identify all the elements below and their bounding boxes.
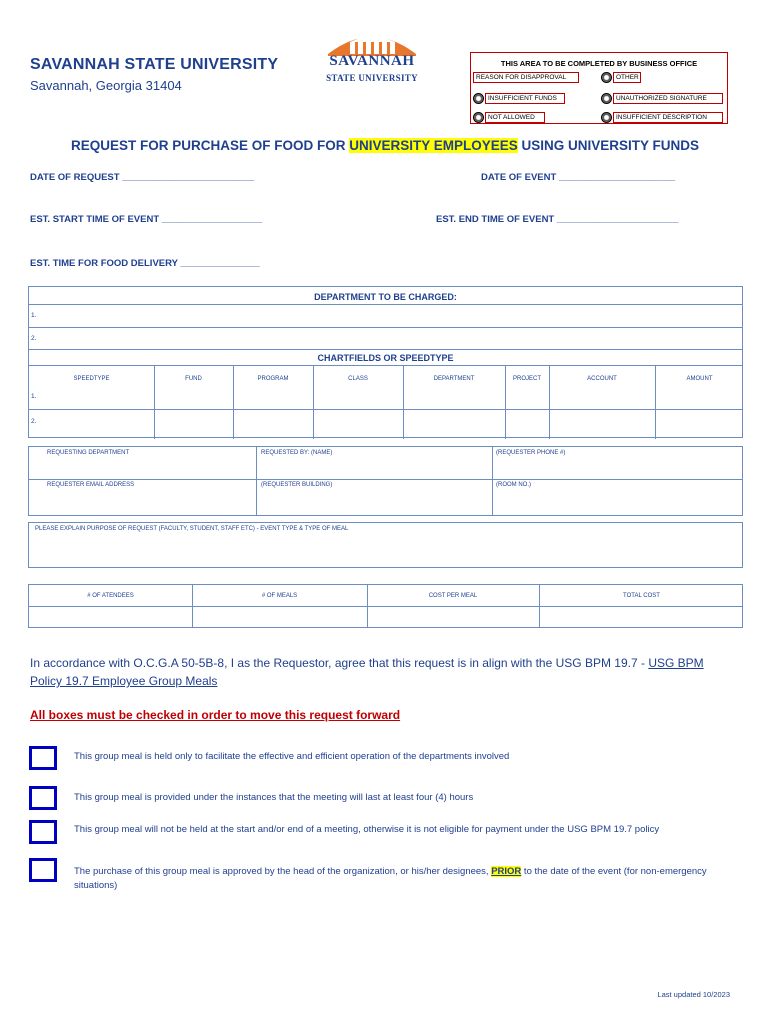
- room-number-label: (ROOM NO.): [496, 482, 531, 488]
- requester-info-table: [28, 446, 743, 516]
- requesting-department-label: REQUESTING DEPARTMENT: [47, 450, 130, 456]
- not-allowed-radio[interactable]: [473, 112, 484, 123]
- accordance-statement: [30, 654, 730, 690]
- col-total-cost: TOTAL COST: [623, 593, 660, 599]
- col-cost-per-meal: COST PER MEAL: [428, 593, 478, 599]
- prior-highlight: PRIOR: [491, 866, 522, 877]
- requester-email-label: REQUESTER EMAIL ADDRESS: [47, 482, 135, 488]
- check-text-four-hours: This group meal is provided under the instances that the meeting will last at least four (4) hours: [74, 792, 474, 803]
- form-title-highlight: UNIVERSITY EMPLOYEES: [349, 138, 518, 153]
- insufficient-funds-label: INSUFFICIENT FUNDS: [485, 93, 565, 104]
- requester-building-label: (REQUESTER BUILDING): [261, 482, 333, 488]
- not-allowed-label: NOT ALLOWED: [485, 112, 545, 123]
- col-account: ACCOUNT: [587, 376, 617, 382]
- usg-bpm-policy-link[interactable]: USG BPM Policy 19.7 Employee Group Meals: [30, 656, 704, 688]
- logo-wordmark: SAVANNAH: [329, 53, 415, 69]
- end-time-field[interactable]: EST. END TIME OF EVENT _______________________: [436, 214, 679, 225]
- requested-by-label: REQUESTED BY: (NAME): [261, 450, 333, 456]
- col-attendees: # OF ATENDEES: [87, 593, 134, 599]
- checkbox-approved-prior[interactable]: [29, 858, 57, 882]
- col-department: DEPARTMENT: [433, 376, 475, 382]
- check-text-not-start-end: This group meal will not be held at the start and/or end of a meeting, otherwise it is not eligible for payment under the USG BPM 19.7 policy: [74, 824, 660, 835]
- checkbox-four-hours[interactable]: [29, 786, 57, 810]
- form-title-end: USING UNIVERSITY FUNDS: [517, 138, 700, 153]
- check4-text-end: to the date of the event (for non-emergency situations): [74, 866, 707, 891]
- unauthorized-signature-label: UNAUTHORIZED SIGNATURE: [613, 93, 723, 104]
- business-office-title: THIS AREA TO BE COMPLETED BY BUSINESS OFFICE: [500, 59, 698, 68]
- check-text-approved-prior: [74, 865, 734, 893]
- other-label: OTHER: [613, 72, 641, 83]
- col-meals: # OF MEALS: [261, 593, 298, 599]
- reason-disapproval-label: REASON FOR DISAPPROVAL: [473, 72, 579, 83]
- checkbox-facilitate-operation[interactable]: [29, 746, 57, 770]
- last-updated: Last updated 10/2023: [657, 990, 730, 999]
- costs-table: [28, 584, 743, 628]
- department-row-1-number: 1.: [31, 312, 37, 319]
- unauthorized-signature-radio[interactable]: [601, 93, 612, 104]
- col-speedtype: SPEEDTYPE: [73, 376, 110, 382]
- university-name: SAVANNAH STATE UNIVERSITY: [30, 56, 279, 73]
- date-of-request-field[interactable]: DATE OF REQUEST _________________________: [30, 172, 255, 183]
- checkbox-not-start-end[interactable]: [29, 820, 57, 844]
- logo-subwordmark: STATE UNIVERSITY: [326, 73, 418, 83]
- start-time-field[interactable]: EST. START TIME OF EVENT ___________________: [30, 214, 263, 225]
- check-text-facilitate-operation: This group meal is held only to facilitate the effective and efficient operation of the departments involved: [74, 751, 510, 762]
- university-logo: [320, 30, 424, 90]
- form-title-start: REQUEST FOR PURCHASE OF FOOD FOR: [70, 138, 350, 153]
- department-chartfields-table: [28, 286, 743, 438]
- chartfields-row-2-number: 2.: [31, 418, 37, 425]
- col-fund: FUND: [185, 376, 202, 382]
- chartfields-title: CHARTFIELDS OR SPEEDTYPE: [317, 353, 454, 363]
- delivery-time-field[interactable]: EST. TIME FOR FOOD DELIVERY _______________: [30, 258, 260, 269]
- department-title: DEPARTMENT TO BE CHARGED:: [314, 292, 457, 302]
- requester-phone-label: (REQUESTER PHONE #): [496, 450, 566, 456]
- insufficient-description-radio[interactable]: [601, 112, 612, 123]
- department-row-2-number: 2.: [31, 335, 37, 342]
- col-project: PROJECT: [512, 376, 541, 382]
- university-location: Savannah, Georgia 31404: [30, 78, 182, 93]
- date-of-event-field[interactable]: DATE OF EVENT ______________________: [481, 172, 676, 183]
- purpose-label: PLEASE EXPLAIN PURPOSE OF REQUEST (FACULTY, STUDENT, STAFF ETC) - EVENT TYPE & TYPE OF MEAL: [35, 526, 349, 532]
- must-check-warning: All boxes must be checked in order to move this request forward: [30, 708, 401, 722]
- purpose-box[interactable]: [28, 522, 743, 568]
- other-radio[interactable]: [601, 72, 612, 83]
- insufficient-funds-radio[interactable]: [473, 93, 484, 104]
- col-class: CLASS: [348, 376, 368, 382]
- col-program: PROGRAM: [257, 376, 289, 382]
- business-office-box: [470, 52, 728, 124]
- form-title: [0, 138, 770, 153]
- accordance-text: In accordance with O.C.G.A 50-5B-8, I as the Requestor, agree that this request is in align with the USG BPM 19.7 -: [30, 656, 649, 670]
- check4-text-start: The purchase of this group meal is approved by the head of the organization, or his/her designees,: [74, 866, 492, 877]
- col-amount: AMOUNT: [686, 376, 713, 382]
- chartfields-row-1-number: 1.: [31, 393, 37, 400]
- insufficient-description-label: INSUFFICIENT DESCRIPTION: [613, 112, 723, 123]
